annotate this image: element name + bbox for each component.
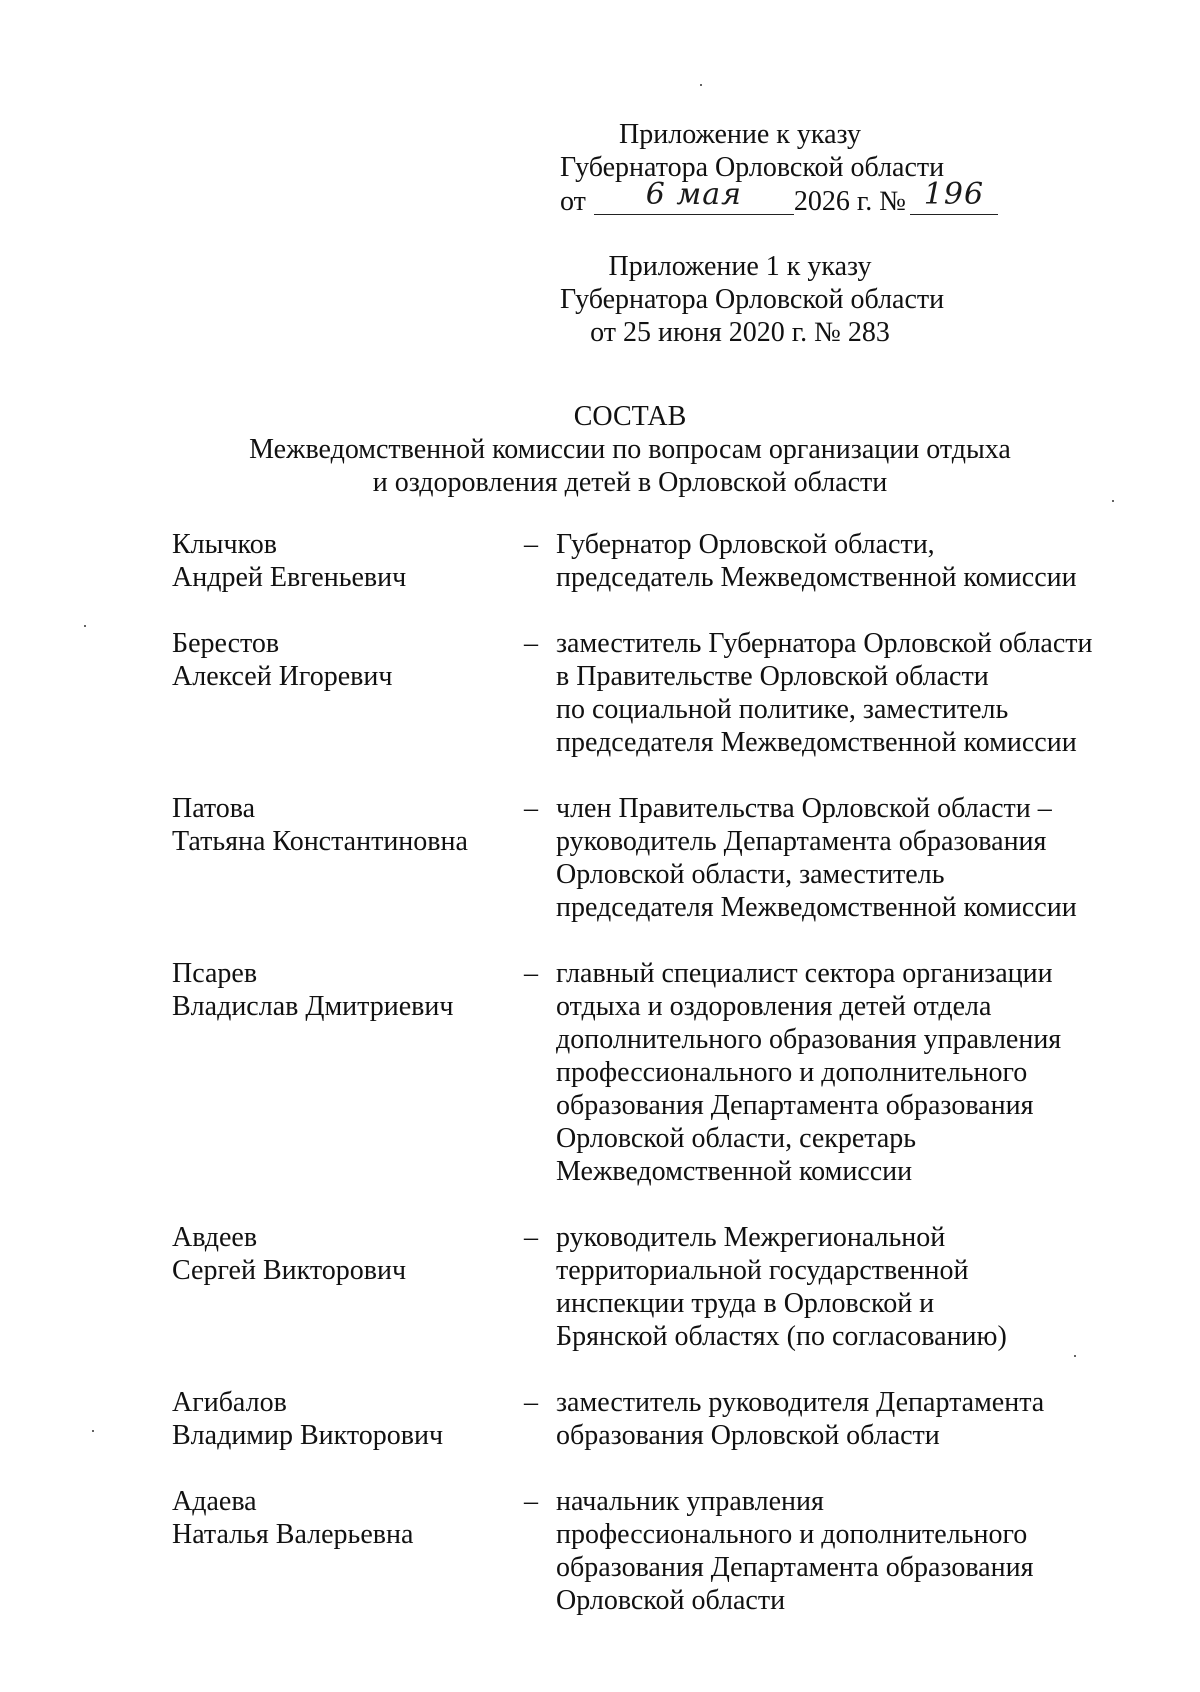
member-role-line: профессионального и дополнительного: [556, 1519, 1028, 1550]
member-role-line: образования Департамента образования: [556, 1090, 1034, 1121]
member-role-line: образования Департамента образования: [556, 1552, 1034, 1583]
member-dash: –: [524, 958, 538, 989]
member-row: [172, 1386, 1112, 1452]
member-role-line: заместитель Губернатора Орловской области: [556, 628, 1093, 659]
member-role-line: по социальной политике, заместитель: [556, 694, 1009, 725]
member-surname: Адаева: [172, 1486, 257, 1517]
member-dash: –: [524, 793, 538, 824]
scan-speck: [1074, 1355, 1076, 1357]
member-given-name: Алексей Игоревич: [172, 661, 393, 692]
member-role-line: Орловской области, заместитель: [556, 859, 945, 890]
member-row: [172, 528, 1112, 594]
member-name: [172, 528, 524, 594]
appendix-header-line: Губернатора Орловской области: [560, 152, 945, 183]
member-surname: Авдеев: [172, 1222, 258, 1253]
member-role-line: дополнительного образования управления: [556, 1024, 1062, 1055]
member-surname: Патова: [172, 793, 256, 824]
member-dash: –: [524, 529, 538, 560]
scan-speck: [92, 1430, 94, 1432]
handwritten-number: 196: [923, 177, 985, 212]
member-role: [556, 1221, 1112, 1353]
member-role-line: Брянской областях (по согласованию): [556, 1321, 1007, 1352]
member-role-line: в Правительстве Орловской области: [556, 661, 989, 692]
member-name: [172, 792, 524, 858]
appendix-date-line: [560, 177, 985, 218]
member-role-line: Губернатор Орловской области,: [556, 529, 935, 560]
member-role-line: председателя Межведомственной комиссии: [556, 727, 1077, 758]
member-role-line: руководитель Департамента образования: [556, 826, 1047, 857]
member-role-line: инспекции труда в Орловской и: [556, 1288, 935, 1319]
member-given-name: Владислав Дмитриевич: [172, 991, 454, 1022]
member-given-name: Сергей Викторович: [172, 1255, 407, 1286]
member-role-line: руководитель Межрегиональной: [556, 1222, 946, 1253]
member-role-line: территориальной государственной: [556, 1255, 969, 1286]
appendix-header-line: от 25 июня 2020 г. № 283: [590, 317, 890, 348]
member-role-line: Орловской области: [556, 1585, 786, 1616]
scan-speck: [700, 84, 702, 86]
appendix-header-line: Губернатора Орловской области: [560, 284, 945, 315]
member-role: [556, 528, 1112, 594]
member-name: [172, 957, 524, 1023]
member-role-line: председателя Межведомственной комиссии: [556, 892, 1077, 923]
scan-speck: [84, 625, 86, 627]
member-role-line: Орловской области, секретарь: [556, 1123, 917, 1154]
member-role: [556, 627, 1112, 759]
member-name: [172, 627, 524, 693]
member-given-name: Татьяна Константиновна: [172, 826, 468, 857]
member-given-name: Наталья Валерьевна: [172, 1519, 414, 1550]
handwritten-number-field: [910, 177, 998, 215]
member-row: [172, 1485, 1112, 1617]
member-role-line: образования Орловской области: [556, 1420, 940, 1451]
member-surname: Псарев: [172, 958, 258, 989]
member-row: [172, 627, 1112, 759]
document-subtitle-line: и оздоровления детей в Орловской области: [372, 467, 888, 498]
member-role-line: Межведомственной комиссии: [556, 1156, 913, 1187]
member-surname: Агибалов: [172, 1387, 287, 1418]
member-role-line: главный специалист сектора организации: [556, 958, 1053, 989]
member-role-line: председатель Межведомственной комиссии: [556, 562, 1077, 593]
handwritten-date: 6 мая: [645, 177, 742, 212]
appendix-header-line: Приложение к указу: [619, 119, 861, 150]
member-dash: –: [524, 1486, 538, 1517]
member-row: [172, 1221, 1112, 1353]
member-role: [556, 1485, 1112, 1617]
member-dash: –: [524, 1387, 538, 1418]
members-list: [172, 528, 1112, 1617]
member-row: [172, 957, 1112, 1188]
member-role: [556, 957, 1112, 1188]
member-role: [556, 792, 1112, 924]
appendix-header-line: Приложение 1 к указу: [608, 251, 872, 282]
member-name: [172, 1485, 524, 1551]
member-role: [556, 1386, 1112, 1452]
member-role-line: отдыха и оздоровления детей отдела: [556, 991, 992, 1022]
member-name: [172, 1386, 524, 1452]
member-surname: Берестов: [172, 628, 280, 659]
member-dash: –: [524, 628, 538, 659]
document-title: СОСТАВ: [573, 401, 687, 432]
member-dash: –: [524, 1222, 538, 1253]
member-given-name: Андрей Евгеньевич: [172, 562, 407, 593]
member-given-name: Владимир Викторович: [172, 1420, 444, 1451]
member-row: [172, 792, 1112, 924]
date-year: 2026 г. №: [793, 186, 906, 217]
member-name: [172, 1221, 524, 1287]
handwritten-date-field: [594, 177, 794, 215]
date-prefix: от: [560, 186, 586, 217]
member-role-line: начальник управления: [556, 1486, 824, 1517]
scan-speck: [1112, 500, 1114, 502]
document-title-block: [0, 400, 1200, 499]
member-role-line: профессионального и дополнительного: [556, 1057, 1028, 1088]
appendix-header-current: [560, 118, 985, 218]
appendix-header-original: [560, 250, 945, 349]
member-role-line: заместитель руководителя Департамента: [556, 1387, 1045, 1418]
member-role-line: член Правительства Орловской области –: [556, 793, 1052, 824]
document-subtitle-line: Межведомственной комиссии по вопросам организации отдыха: [249, 434, 1011, 465]
member-surname: Клычков: [172, 529, 277, 560]
